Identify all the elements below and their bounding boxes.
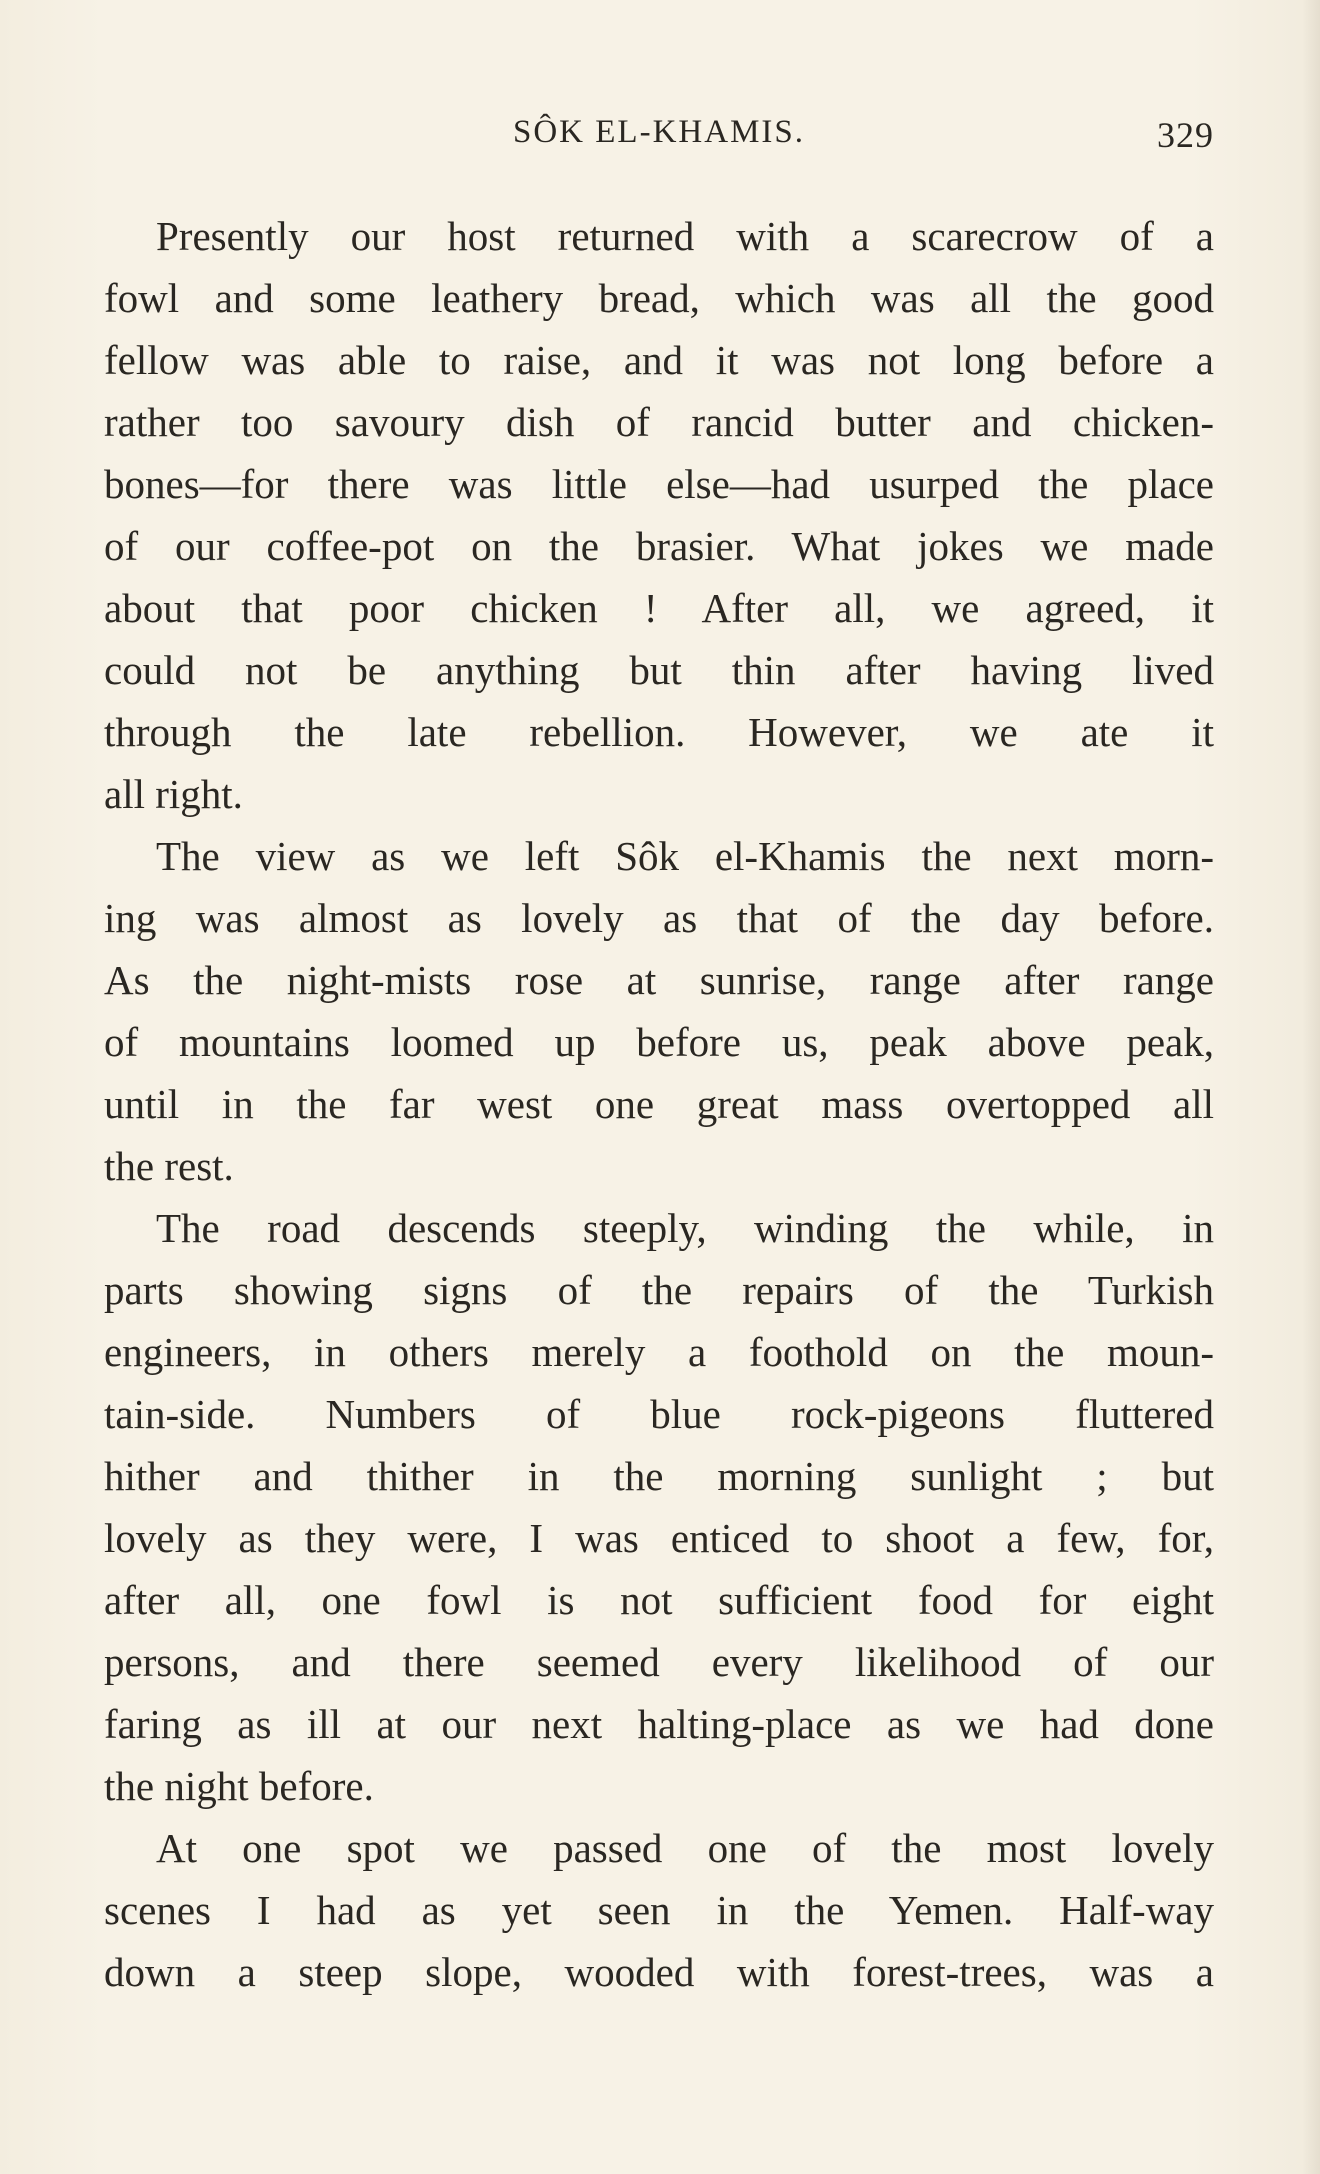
text-line: about that poor chicken ! After all, we agreed, it [104, 585, 1214, 631]
text-line: could not be anything but thin after having lived [104, 647, 1214, 693]
page-edge-shadow [1302, 0, 1320, 2174]
text-line: lovely as they were, I was enticed to shoot a few, for, [104, 1515, 1214, 1561]
text-line: down a steep slope, wooded with forest-trees, was a [104, 1949, 1214, 1995]
text-line: bones—for there was little else—had usurped the place [104, 461, 1214, 507]
text-line: tain-side. Numbers of blue rock-pigeons fluttered [104, 1391, 1214, 1437]
text-line: The road descends steeply, winding the while, in [156, 1205, 1214, 1251]
text-line: the rest. [104, 1143, 234, 1189]
text-line: faring as ill at our next halting-place as we had done [104, 1701, 1214, 1747]
text-line: parts showing signs of the repairs of the Turkish [104, 1267, 1214, 1313]
text-line: As the night-mists rose at sunrise, range after range [104, 957, 1214, 1003]
text-line: ing was almost as lovely as that of the day before. [104, 895, 1214, 941]
text-line: persons, and there seemed every likelihood of our [104, 1639, 1214, 1685]
text-line: all right. [104, 771, 243, 817]
text-line: The view as we left Sôk el-Khamis the next morn- [156, 833, 1214, 879]
text-line: rather too savoury dish of rancid butter and chicken- [104, 399, 1214, 445]
page-number: 329 [1157, 115, 1214, 155]
text-line: after all, one fowl is not sufficient food for eight [104, 1577, 1214, 1623]
text-line: fowl and some leathery bread, which was all the good [104, 275, 1214, 321]
text-line: engineers, in others merely a foothold on the moun- [104, 1329, 1214, 1375]
running-head [104, 114, 1214, 162]
text-line: scenes I had as yet seen in the Yemen. Half-way [104, 1887, 1214, 1933]
text-line: of mountains loomed up before us, peak above peak, [104, 1019, 1214, 1065]
text-line: of our coffee-pot on the brasier. What jokes we made [104, 523, 1214, 569]
text-line: hither and thither in the morning sunlight ; but [104, 1453, 1214, 1499]
text-line: the night before. [104, 1763, 374, 1809]
text-line: At one spot we passed one of the most lovely [156, 1825, 1214, 1871]
running-title: SÔK EL-KHAMIS. [513, 114, 805, 150]
body-text [104, 205, 1214, 2003]
text-line: until in the far west one great mass overtopped all [104, 1081, 1214, 1127]
text-line: Presently our host returned with a scarecrow of a [156, 213, 1214, 259]
text-line: fellow was able to raise, and it was not long before a [104, 337, 1214, 383]
text-line: through the late rebellion. However, we ate it [104, 709, 1214, 755]
